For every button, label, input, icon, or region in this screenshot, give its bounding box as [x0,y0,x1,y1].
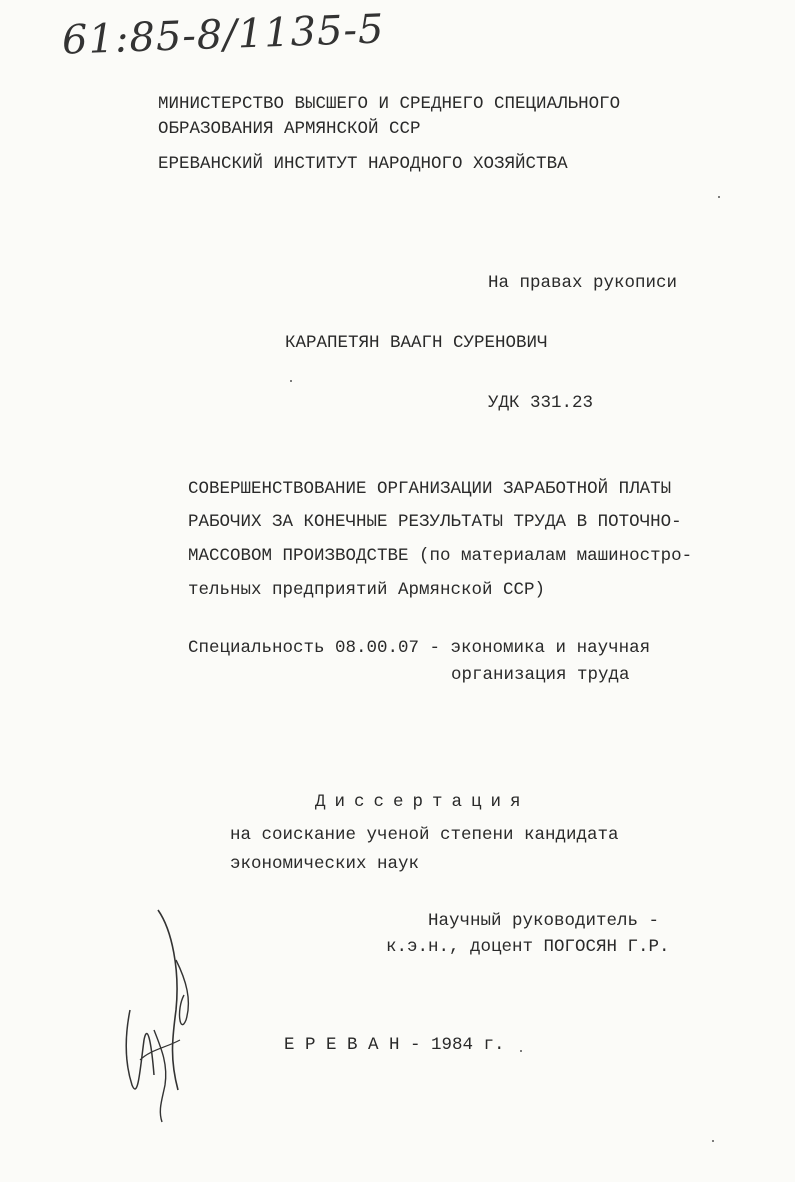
ministry-line-2: ОБРАЗОВАНИЯ АРМЯНСКОЙ ССР [158,119,421,139]
paper-speck [290,380,292,382]
supervisor-line-1: Научный руководитель - [428,911,660,931]
title-line-1: СОВЕРШЕНСТВОВАНИЕ ОРГАНИЗАЦИИ ЗАРАБОТНОЙ ПЛАТЫ [188,479,672,499]
manuscript-rights-note: На правах рукописи [488,273,678,293]
handwritten-catalog-code: 61:85-8/1135-5 [61,6,386,64]
handwritten-signature [110,900,220,1130]
city-year-footer: Е Р Е В А Н - 1984 г. [284,1035,505,1055]
title-line-3: МАССОВОМ ПРОИЗВОДСТВЕ (по материалам машиностро- [188,546,693,566]
title-line-2: РАБОЧИХ ЗА КОНЕЧНЫЕ РЕЗУЛЬТАТЫ ТРУДА В ПОТОЧНО- [188,512,682,532]
paper-speck [718,196,720,198]
paper-speck [712,1140,714,1142]
specialty-line-1: Специальность 08.00.07 - экономика и научная [188,638,651,658]
udk-code: УДК 331.23 [488,393,594,413]
degree-line-2: экономических наук [230,854,420,874]
author-name: КАРАПЕТЯН ВААГН СУРЕНОВИЧ [285,333,548,353]
title-line-4: тельных предприятий Армянской ССР) [188,580,546,600]
degree-line-1: на соискание ученой степени кандидата [230,825,619,845]
institute-name: ЕРЕВАНСКИЙ ИНСТИТУТ НАРОДНОГО ХОЗЯЙСТВА [158,154,568,174]
dissertation-heading: Диссертация [315,792,530,812]
supervisor-line-2: к.э.н., доцент ПОГОСЯН Г.Р. [386,937,670,957]
paper-speck [520,1050,522,1052]
specialty-line-2: организация труда [451,665,630,685]
ministry-line-1: МИНИСТЕРСТВО ВЫСШЕГО И СРЕДНЕГО СПЕЦИАЛЬНОГО [158,94,621,114]
